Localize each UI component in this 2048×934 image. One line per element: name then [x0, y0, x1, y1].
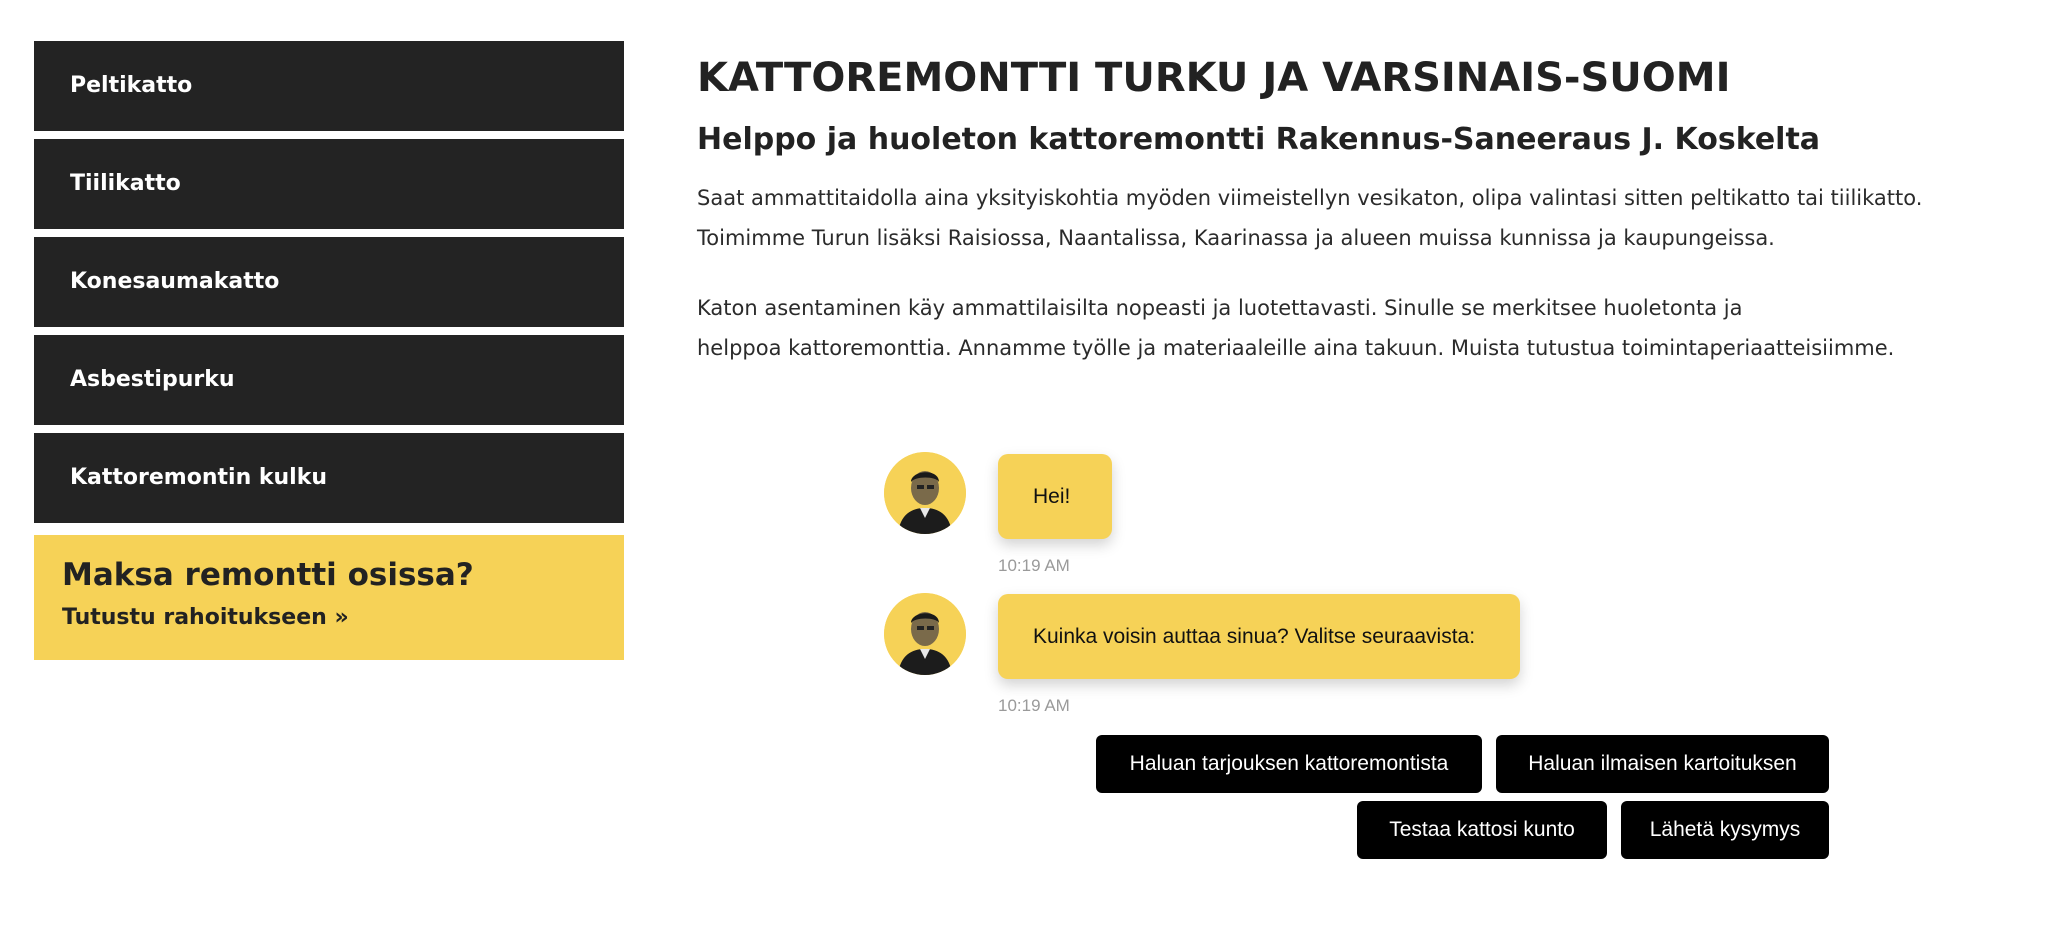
- chat-message-timestamp: 10:19 AM: [998, 696, 1070, 715]
- sidebar-nav: [34, 41, 624, 660]
- choice-button-free-survey[interactable]: Haluan ilmaisen kartoituksen: [1496, 735, 1829, 793]
- body-paragraph-line-1: Katon asentaminen käy ammattilaisilta nopeasti ja luotettavasti. Sinulle se merkitsee huoletonta ja: [697, 296, 1743, 320]
- intro-paragraph-line-2: Toimimme Turun lisäksi Raisiossa, Naantalissa, Kaarinassa ja alueen muissa kunnissa ja kaupungeissa.: [697, 226, 1775, 250]
- choice-button-send-question[interactable]: Lähetä kysymys: [1621, 801, 1829, 859]
- chat-message-bubble: [998, 454, 1112, 539]
- chat-message-text: Hei!: [1033, 484, 1071, 508]
- chat-message-text: Kuinka voisin auttaa sinua? Valitse seuraavista:: [1033, 624, 1476, 648]
- chat-message-timestamp: 10:19 AM: [998, 556, 1070, 575]
- choice-button-quote[interactable]: Haluan tarjouksen kattoremontista: [1096, 735, 1482, 793]
- sidebar-item-kattoremontin-kulku[interactable]: Kattoremontin kulku: [34, 433, 624, 523]
- promo-title: Maksa remontti osissa?: [62, 557, 474, 593]
- financing-promo[interactable]: [34, 535, 624, 660]
- agent-avatar: [884, 593, 966, 675]
- person-icon: [884, 452, 966, 534]
- sidebar-item-tiilikatto[interactable]: Tiilikatto: [34, 139, 624, 229]
- page-subtitle: Helppo ja huoleton kattoremontti Rakennus-Saneeraus J. Koskelta: [697, 122, 1821, 157]
- sidebar-item-asbestipurku[interactable]: Asbestipurku: [34, 335, 624, 425]
- financing-link[interactable]: Tutustu rahoitukseen »: [62, 605, 349, 630]
- chat-message-bubble: [998, 594, 1520, 679]
- agent-avatar: [884, 452, 966, 534]
- page-title: KATTOREMONTTI TURKU JA VARSINAIS-SUOMI: [697, 55, 1731, 101]
- main-content: [697, 50, 2027, 368]
- choice-button-test-roof[interactable]: Testaa kattosi kunto: [1357, 801, 1607, 859]
- person-icon: [884, 593, 966, 675]
- sidebar-item-peltikatto[interactable]: Peltikatto: [34, 41, 624, 131]
- body-paragraph-line-2: helppoa kattoremonttia. Annamme työlle ja materiaaleille aina takuun. Muista tutustua toimintaperiaatteisiimme.: [697, 336, 1895, 360]
- sidebar-item-konesaumakatto[interactable]: Konesaumakatto: [34, 237, 624, 327]
- intro-paragraph-line-1: Saat ammattitaidolla aina yksityiskohtia myöden viimeistellyn vesikaton, olipa valintasi sitten peltikatto tai tiilikatto.: [697, 186, 1923, 210]
